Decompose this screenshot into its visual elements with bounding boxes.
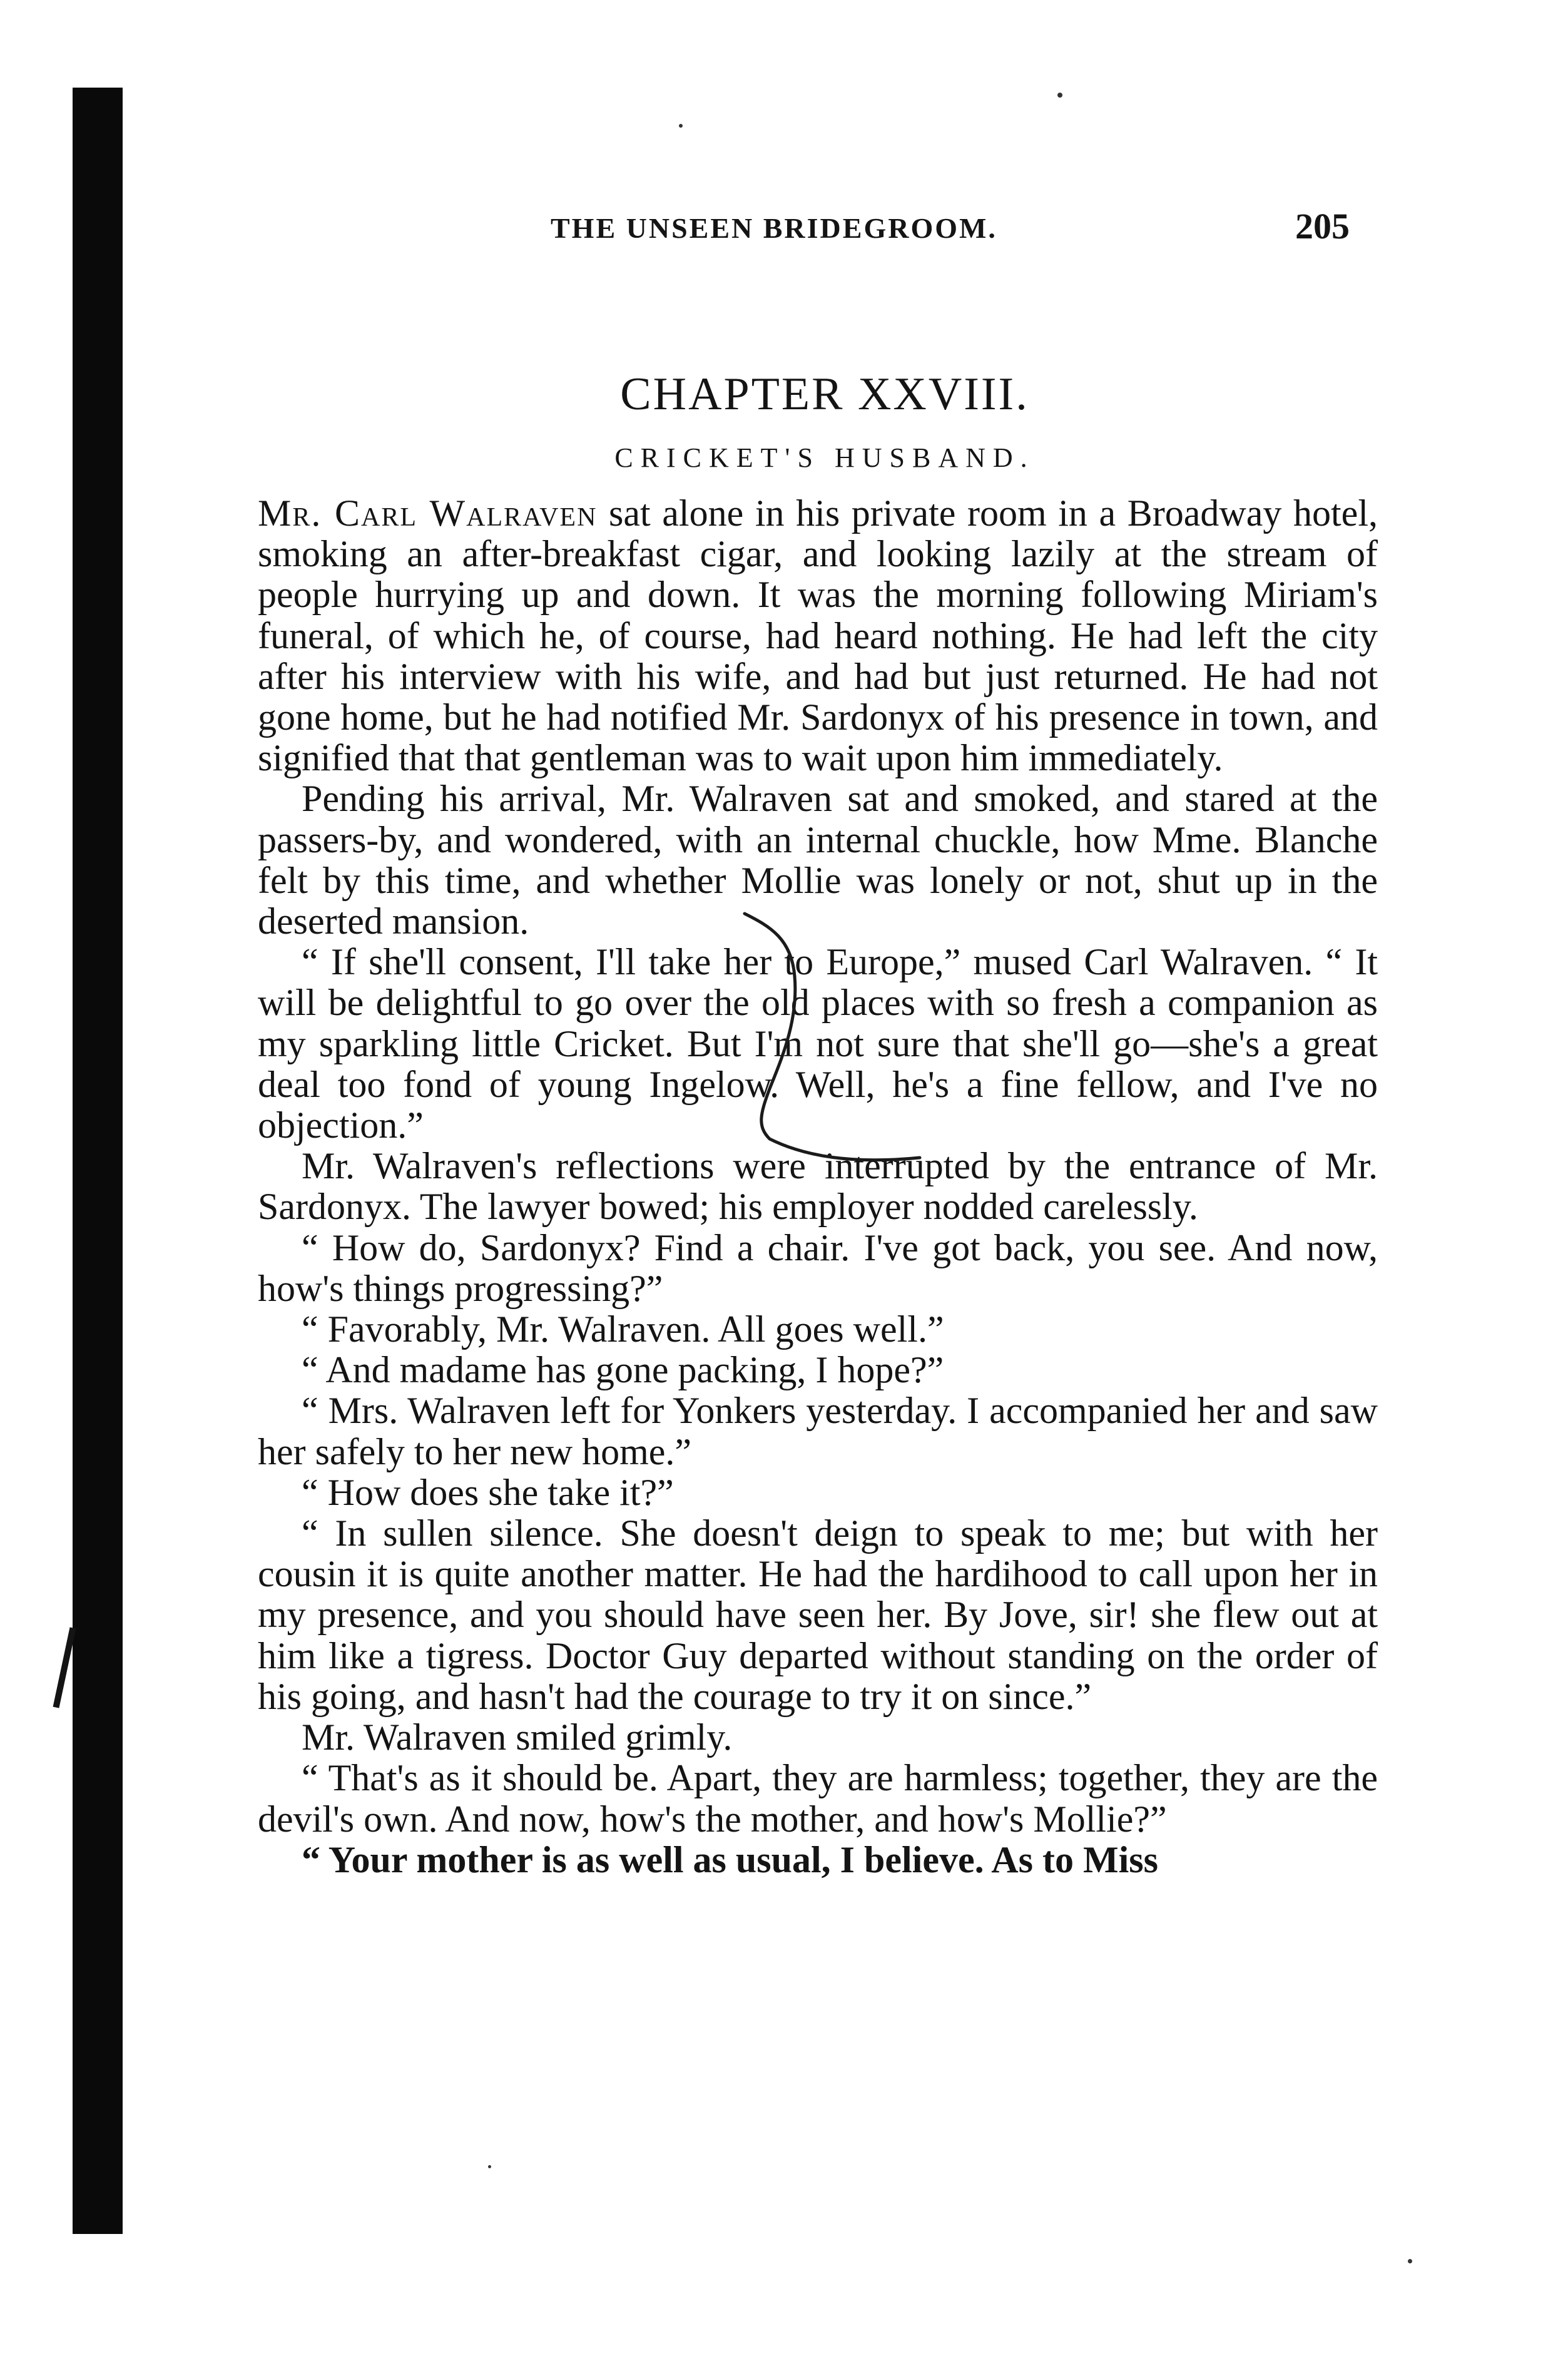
paragraph: “ If she'll consent, I'll take her to Europe,” mused Carl Walraven. “ It will be delightful to go over the old places with so fresh a companion as my sparkling little Cricket. But I'm not sure that she'll go—she's a great deal too fond of young Ingelow. Well, he's a fine fellow, and I've no objection.” <box>258 941 1378 1146</box>
paragraph: Pending his arrival, Mr. Walraven sat and smoked, and stared at the passers-by, and wondered, with an internal chuckle, how Mme. Blanche felt by this time, and whether Mollie was lonely or not, shut up in the deserted mansion. <box>258 778 1378 942</box>
paragraph: “ How does she take it?” <box>302 1471 674 1513</box>
chapter-title: CHAPTER XXVIII. <box>620 369 1029 420</box>
paragraph: “ Your mother is as well as usual, I believe. As to Miss <box>302 1838 1158 1880</box>
body-text <box>258 493 1378 1880</box>
running-head: THE UNSEEN BRIDEGROOM. <box>551 212 997 244</box>
paragraph <box>258 493 1378 778</box>
scan-speck <box>1408 2259 1412 2263</box>
chapter-subtitle: CRICKET'S HUSBAND. <box>614 442 1035 473</box>
paragraph: “ And madame has gone packing, I hope?” <box>302 1349 944 1391</box>
paragraph: “ Mrs. Walraven left for Yonkers yesterday. I accompanied her and saw her safely to her new home.” <box>258 1390 1378 1472</box>
paragraph: “ Favorably, Mr. Walraven. All goes well.” <box>302 1308 944 1350</box>
paragraph: “ That's as it should be. Apart, they are harmless; together, they are the devil's own. And now, how's the mother, and how's Mollie?” <box>258 1757 1378 1840</box>
paragraph: Mr. Walraven smiled grimly. <box>302 1716 733 1758</box>
page-number: 205 <box>1295 206 1350 247</box>
paragraph: Mr. Walraven's reflections were interrupted by the entrance of Mr. Sardonyx. The lawyer bowed; his employer nodded carelessly. <box>258 1145 1378 1228</box>
scan-speck <box>679 124 683 128</box>
paragraph: “ In sullen silence. She doesn't deign to speak to me; but with her cousin it is quite another matter. He had the hardihood to call upon her in my presence, and you should have seen her. By Jove, sir! she flew out at him like a tigress. Doctor Guy departed without standing on the order of his going, and hasn't had the courage to try it on since.” <box>258 1512 1378 1717</box>
paragraph-text: sat alone in his private room in a Broadway hotel, smoking an after-breakfast cigar, and looking lazily at the stream of people hurrying up and down. It was the morning following Miriam's funeral, of which he, of course, had heard nothing. He had left the city after his interview with his wife, and had but just returned. He had not gone home, but he had notified Mr. Sardonyx of his presence in town, and signified that that gentleman was to wait upon him immediately. <box>258 492 1378 779</box>
scan-speck <box>488 2165 491 2168</box>
paragraph-lead: Mr. Carl Walraven <box>258 492 598 534</box>
paragraph: “ How do, Sardonyx? Find a chair. I've got back, you see. And now, how's things progressing?” <box>258 1226 1378 1309</box>
scan-speck <box>1057 93 1062 98</box>
